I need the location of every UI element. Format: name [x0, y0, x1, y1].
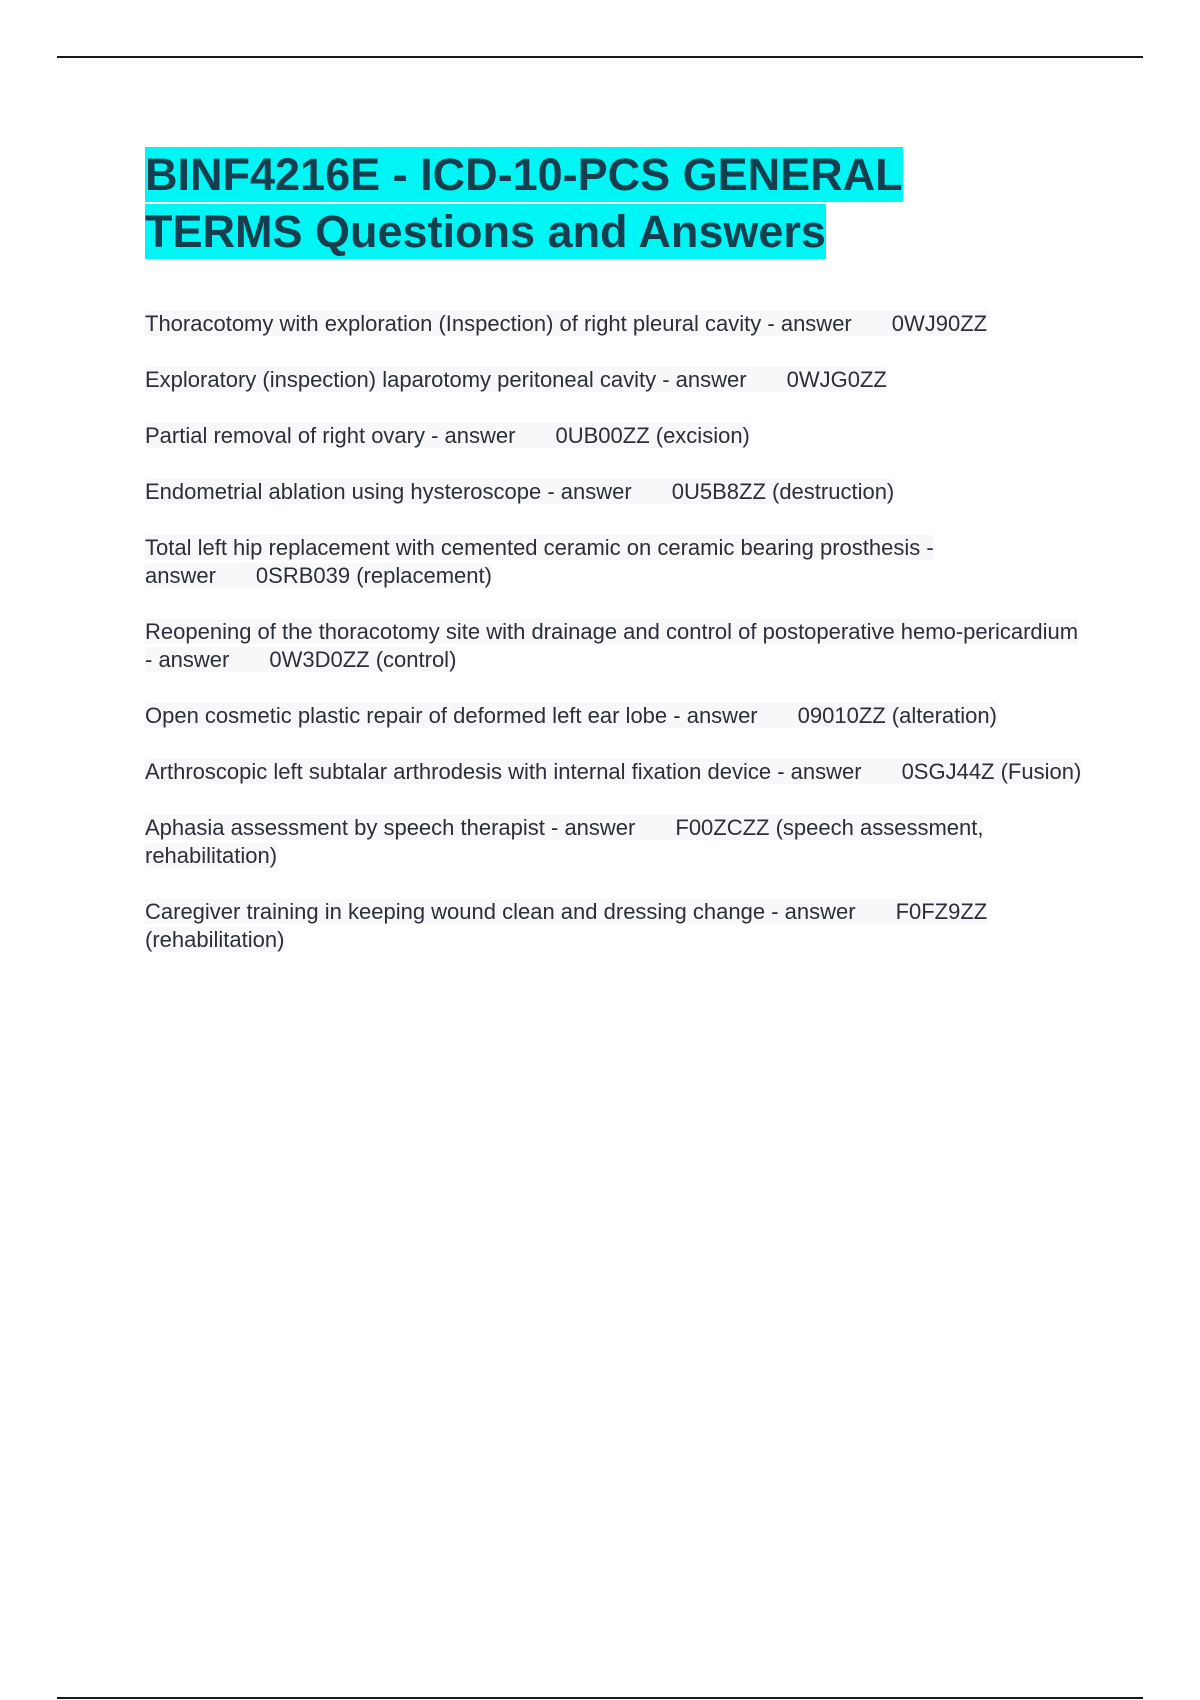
qa-card [145, 535, 934, 588]
page-title [145, 146, 1045, 260]
qa-question: Endometrial ablation using hysteroscope [145, 479, 542, 504]
qa-separator: - answer [544, 815, 636, 840]
qa-answer: 0W3D0ZZ (control) [269, 647, 457, 672]
qa-separator: - answer [541, 479, 632, 504]
qa-separator: - answer [761, 311, 852, 336]
qa-separator: - answer [145, 535, 934, 588]
qa-question: Open cosmetic plastic repair of deformed left ear lobe [145, 703, 668, 728]
qa-separator: - answer [425, 423, 516, 448]
qa-answer: 0WJ90ZZ [891, 311, 988, 336]
qa-item [145, 618, 1085, 674]
qa-card [145, 367, 887, 392]
qa-question: Partial removal of right ovary [145, 423, 425, 448]
qa-card [145, 815, 983, 868]
qa-question: Arthroscopic left subtalar arthrodesis with internal fixation device [145, 759, 772, 784]
qa-answer: 0SGJ44Z (Fusion) [901, 759, 1082, 784]
qa-question: Exploratory (inspection) laparotomy peritoneal cavity [145, 367, 657, 392]
qa-item [145, 534, 1085, 590]
qa-separator: - answer [765, 899, 856, 924]
qa-question: Total left hip replacement with cemented ceramic on ceramic bearing prosthesis [145, 535, 921, 560]
qa-question: Aphasia assessment by speech therapist [145, 815, 545, 840]
qa-card [145, 311, 987, 336]
qa-item [145, 814, 1085, 870]
qa-answer: 09010ZZ (alteration) [797, 703, 997, 728]
qa-item [145, 758, 1085, 786]
qa-card [145, 703, 997, 728]
qa-question: Reopening of the thoracotomy site with drainage and control of postoperative hemo-pericardium [145, 619, 1079, 644]
qa-item [145, 422, 1085, 450]
qa-card [145, 759, 1081, 784]
qa-separator: - answer [771, 759, 862, 784]
qa-list [145, 310, 1085, 982]
qa-item [145, 478, 1085, 506]
qa-question: Caregiver training in keeping wound clean and dressing change [145, 899, 766, 924]
page-title-line-1: BINF4216E - ICD-10-PCS GENERAL [145, 149, 903, 200]
qa-separator: - answer [667, 703, 758, 728]
page-title-line-2: TERMS Questions and Answers [145, 206, 826, 257]
qa-separator: - answer [656, 367, 747, 392]
top-rule [57, 56, 1143, 58]
qa-item [145, 898, 1085, 954]
qa-card [145, 619, 1078, 672]
qa-answer: 0SRB039 (replacement) [255, 563, 492, 588]
bottom-rule [57, 1697, 1143, 1699]
qa-card [145, 899, 987, 952]
qa-answer: F00ZCZZ (speech assessment, rehabilitation) [145, 815, 984, 868]
qa-separator: - answer [145, 647, 230, 672]
qa-card [145, 423, 750, 448]
qa-answer: 0UB00ZZ (excision) [555, 423, 750, 448]
qa-card [145, 479, 894, 504]
qa-item [145, 366, 1085, 394]
qa-item [145, 702, 1085, 730]
qa-answer: 0U5B8ZZ (destruction) [671, 479, 895, 504]
qa-answer: 0WJG0ZZ [786, 367, 887, 392]
qa-answer: F0FZ9ZZ (rehabilitation) [145, 899, 988, 952]
qa-item [145, 310, 1085, 338]
qa-question: Thoracotomy with exploration (Inspection) of right pleural cavity [145, 311, 762, 336]
